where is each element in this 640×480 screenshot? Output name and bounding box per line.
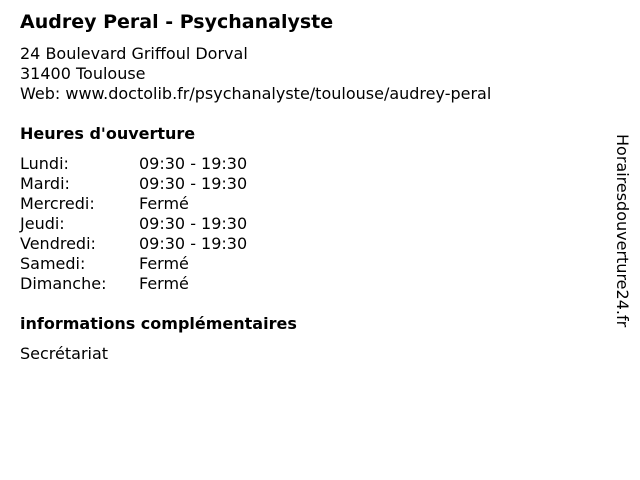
- hours-time-value: Fermé: [139, 254, 189, 273]
- hours-time-value: Fermé: [139, 194, 189, 213]
- hours-day-label: Jeudi:: [20, 214, 65, 233]
- address-block: [20, 44, 491, 104]
- hours-time-value: 09:30 - 19:30: [139, 214, 248, 233]
- hours-day-label: Lundi:: [20, 154, 69, 173]
- hours-day-label: Samedi:: [20, 254, 86, 273]
- hours-day-label: Mercredi:: [20, 194, 95, 213]
- hours-day-label: Dimanche:: [20, 274, 107, 293]
- hours-time-value: 09:30 - 19:30: [139, 174, 248, 193]
- address-web: Web: www.doctolib.fr/psychanalyste/toulouse/audrey-peral: [20, 84, 492, 103]
- additional-info-text: Secrétariat: [20, 344, 109, 363]
- additional-info-heading: informations complémentaires: [20, 314, 297, 333]
- hours-day-label: Mardi:: [20, 174, 70, 193]
- hours-day-label: Vendredi:: [20, 234, 96, 253]
- address-street: 24 Boulevard Griffoul Dorval: [20, 44, 248, 63]
- hours-time-value: Fermé: [139, 274, 189, 293]
- site-watermark: Horairesdouverture24.fr: [613, 134, 632, 328]
- hours-time-value: 09:30 - 19:30: [139, 234, 248, 253]
- hours-time-value: 09:30 - 19:30: [139, 154, 248, 173]
- address-city: 31400 Toulouse: [20, 64, 146, 83]
- page-title: Audrey Peral - Psychanalyste: [20, 11, 334, 33]
- opening-hours-heading: Heures d'ouverture: [20, 124, 196, 143]
